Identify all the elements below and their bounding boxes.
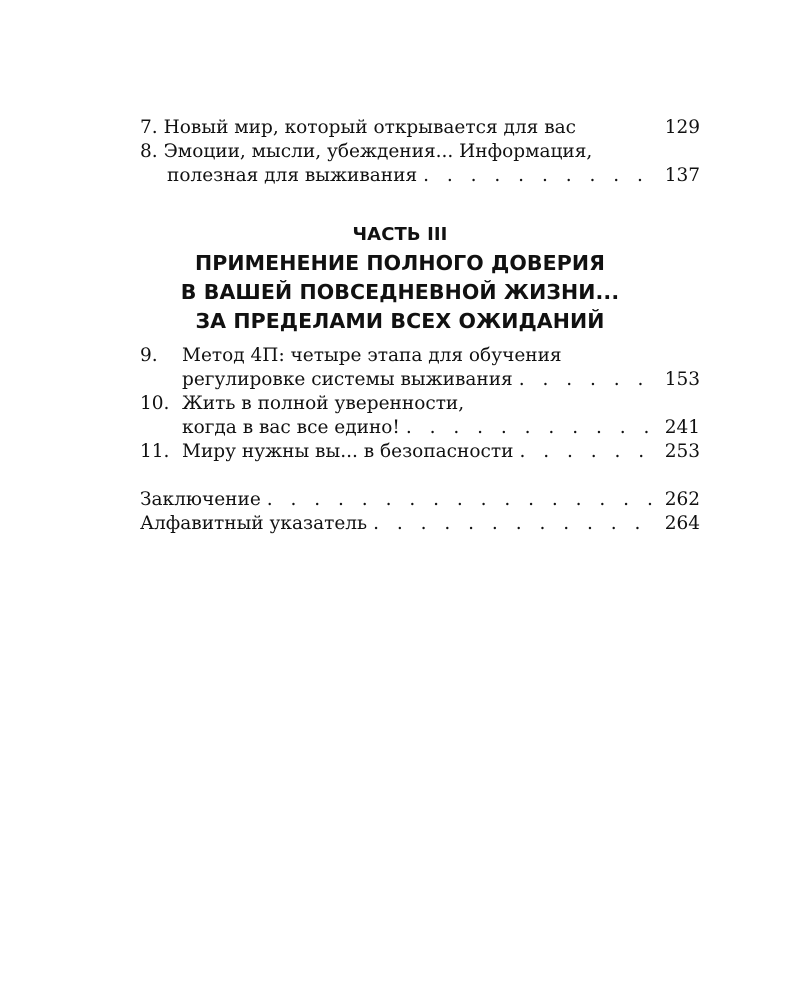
- toc-entry-page: 264: [664, 513, 700, 534]
- toc-entry-8[interactable]: [140, 140, 700, 164]
- toc-entry-number: 11.: [140, 441, 170, 462]
- toc-entry-10-continuation[interactable]: [140, 416, 700, 440]
- toc-entry-10[interactable]: [140, 392, 700, 416]
- toc-entry-9-continuation[interactable]: [140, 368, 700, 392]
- toc-section-part3: [140, 344, 700, 464]
- toc-entry-page: 137: [664, 165, 700, 186]
- toc-entry-title: Жить в полной уверенности,: [182, 393, 465, 414]
- toc-entry-9[interactable]: [140, 344, 700, 368]
- toc-entry-title: Алфавитный указатель: [140, 513, 368, 534]
- toc-entry-page: 262: [664, 489, 700, 510]
- toc-section-end: [140, 488, 700, 536]
- toc-entry-number: 10.: [140, 393, 170, 414]
- toc-entry-title: Метод 4П: четыре этапа для обучения: [182, 345, 562, 366]
- toc-entry-8-continuation[interactable]: [140, 164, 700, 188]
- toc-entry-title: Новый мир, который открывается для вас: [163, 117, 576, 138]
- part-title-line-2: В ВАШЕЙ ПОВСЕДНЕВНОЙ ЖИЗНИ...: [180, 280, 620, 304]
- part-title-line-3: ЗА ПРЕДЕЛАМИ ВСЕХ ОЖИДАНИЙ: [195, 309, 605, 333]
- toc-entry-number: 7.: [140, 117, 158, 138]
- toc-entry-index[interactable]: [140, 512, 700, 536]
- toc-entry-title-continued: регулировке системы выживания: [182, 369, 513, 390]
- toc-entry-number: 8.: [140, 141, 158, 162]
- toc-entry-page: 153: [664, 369, 700, 390]
- toc-entry-7[interactable]: [140, 116, 700, 140]
- toc-entry-conclusion[interactable]: [140, 488, 700, 512]
- dot-leader: [400, 416, 660, 440]
- toc-entry-number: 9.: [140, 345, 158, 366]
- toc-entry-title: Миру нужны вы... в безопасности: [182, 441, 514, 462]
- toc-entry-page: 253: [664, 441, 700, 462]
- toc-entry-11[interactable]: [140, 440, 700, 464]
- part-label: ЧАСТЬ III: [352, 224, 448, 245]
- dot-leader: [417, 164, 660, 188]
- part-title-line-1: ПРИМЕНЕНИЕ ПОЛНОГО ДОВЕРИЯ: [194, 251, 606, 275]
- toc-entry-title: Эмоции, мысли, убеждения... Информация,: [163, 141, 593, 162]
- dot-leader: [261, 488, 660, 512]
- toc-entry-page: 241: [664, 417, 700, 438]
- toc-section-top: [140, 116, 700, 188]
- dot-leader: [513, 440, 660, 464]
- dot-leader: [513, 368, 660, 392]
- toc-entry-page: 129: [664, 117, 700, 138]
- toc-entry-title-continued: когда в вас все едино!: [182, 417, 400, 438]
- toc-entry-title-continued: полезная для выживания: [167, 165, 418, 186]
- part-heading: [100, 220, 700, 336]
- dot-leader: [367, 512, 660, 536]
- toc-entry-title: Заключение: [140, 489, 261, 510]
